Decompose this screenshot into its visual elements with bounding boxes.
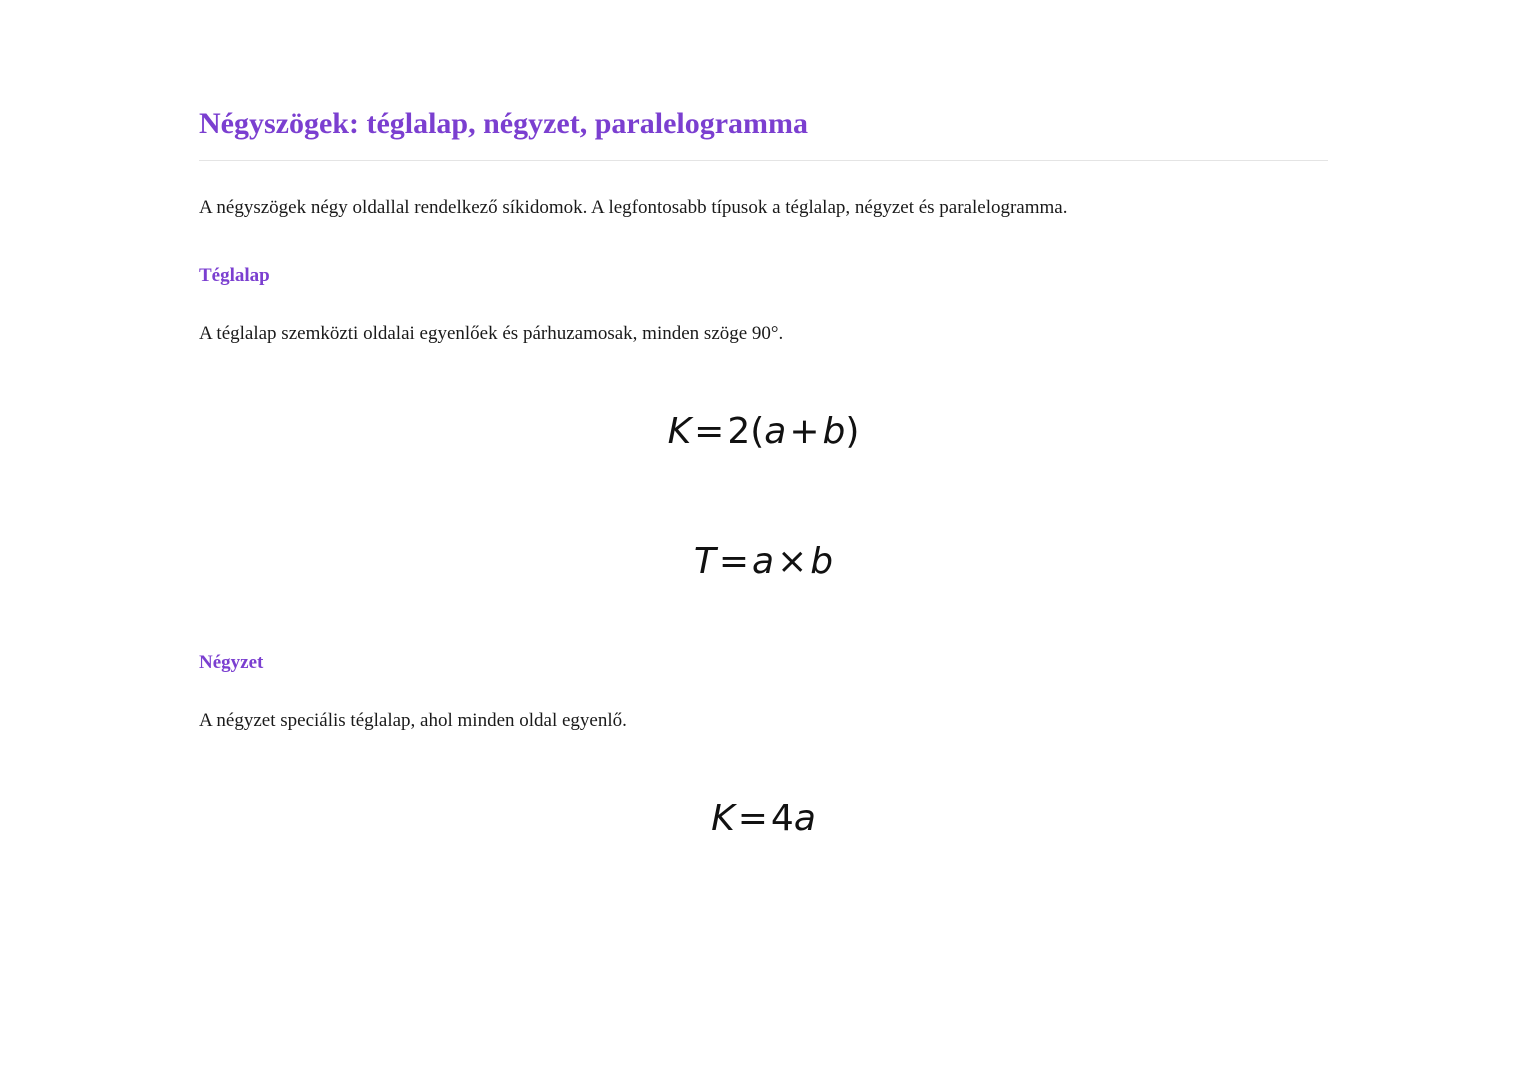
formula-var-b: b bbox=[810, 541, 834, 582]
formula-equals: = bbox=[694, 411, 725, 452]
formula-var-a: a bbox=[752, 541, 775, 582]
formula-area-rectangle bbox=[199, 540, 1328, 584]
page-title: Négyszögek: téglalap, négyzet, paralelogramma bbox=[199, 107, 809, 140]
section-text-negyzet: A négyzet speciális téglalap, ahol minden oldal egyenlő. bbox=[199, 710, 627, 731]
formula-var-a: a bbox=[793, 798, 816, 839]
section-text-teglalap: A téglalap szemközti oldalai egyenlőek és párhuzamosak, minden szöge 90°. bbox=[199, 323, 784, 344]
formula-perimeter-rectangle bbox=[199, 410, 1328, 454]
formula-var-t: T bbox=[693, 541, 716, 582]
section-heading-teglalap: Téglalap bbox=[199, 265, 270, 286]
formula-times: × bbox=[777, 541, 808, 582]
formula-var-k: K bbox=[711, 798, 735, 839]
formula-plus: + bbox=[789, 411, 820, 452]
formula-coefficient: 4 bbox=[770, 798, 794, 839]
formula-var-a: a bbox=[764, 411, 787, 452]
formula-close-paren: ) bbox=[845, 411, 860, 452]
formula-var-b: b bbox=[822, 411, 846, 452]
section-heading-negyzet: Négyzet bbox=[199, 652, 264, 673]
formula-equals: = bbox=[718, 541, 750, 582]
formula-coefficient: 2( bbox=[727, 411, 765, 452]
title-divider bbox=[199, 160, 1328, 161]
formula-var-k: K bbox=[667, 411, 692, 452]
formula-equals: = bbox=[737, 798, 768, 839]
intro-paragraph: A négyszögek négy oldallal rendelkező síkidomok. A legfontosabb típusok a téglalap, négyzet és paralelogramma. bbox=[199, 197, 1068, 218]
formula-perimeter-square bbox=[199, 797, 1328, 841]
